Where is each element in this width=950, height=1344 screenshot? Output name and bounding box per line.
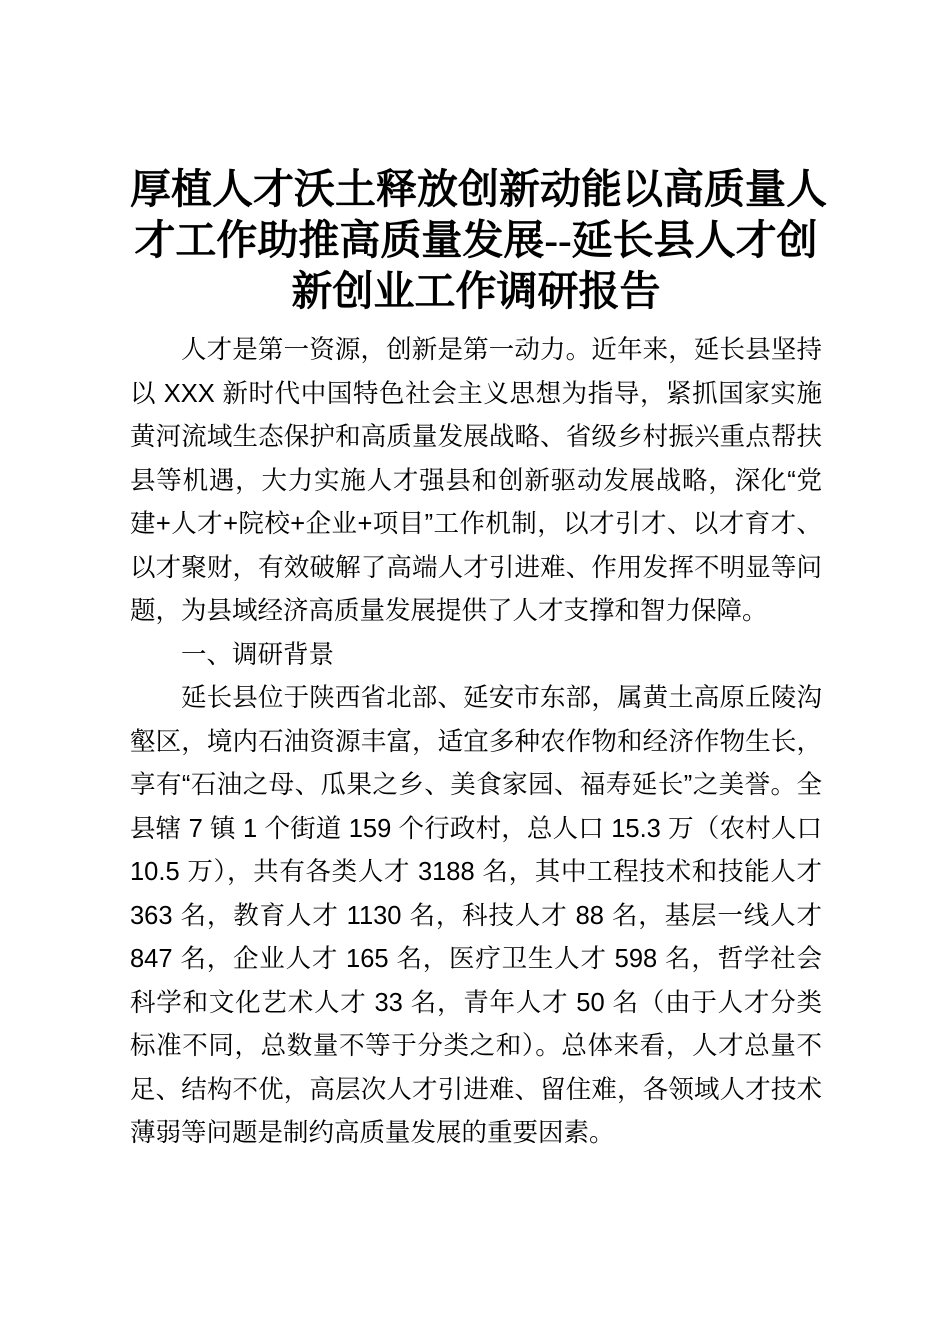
- document-title: [130, 164, 827, 317]
- section-heading-research-background: 一、调研背景: [181, 640, 335, 669]
- document-title-line-1: 厚植人才沃土释放创新动能以高质量人: [130, 166, 827, 212]
- document-title-line-3: 新创业工作调研报告: [291, 268, 661, 314]
- document-title-line-2: 才工作助推高质量发展--延长县人才创: [134, 217, 818, 263]
- paragraph-county-overview: 延长县位于陕西省北部、延安市东部，属黄土高原丘陵沟壑区，境内石油资源丰富，适宜多种农作物和经济作物生长，享有“石油之母、瓜果之乡、美食家园、福寿延长”之美誉。全县辖 7 镇 1 个街道 159 个行政村，总人口 15.3 万（农村人口 10.5 万），共有各类人才 3188 名，其中工程技术和技能人才 363 名，教育人才 1130 名，科技人才 88 名，基层一线人才 847 名，企业人才 165 名，医疗卫生人才 598 名，哲学社会科学和文化艺术人才 33 名，青年人才 50 名（由于人才分类标准不同，总数量不等于分类之和）。总体来看，人才总量不足、结构不优，高层次人才引进难、留住难，各领域人才技术薄弱等问题是制约高质量发展的重要因素。: [130, 684, 822, 1147]
- paragraph-introduction: 人才是第一资源，创新是第一动力。近年来，延长县坚持以 XXX 新时代中国特色社会主义思想为指导，紧抓国家实施黄河流域生态保护和高质量发展战略、省级乡村振兴重点帮扶县等机遇，大力实施人才强县和创新驱动发展战略，深化“党建+人才+院校+企业+项目”工作机制，以才引才、以才育才、以才聚财，有效破解了高端人才引进难、作用发挥不明显等问题，为县域经济高质量发展提供了人才支撑和智力保障。: [130, 336, 822, 625]
